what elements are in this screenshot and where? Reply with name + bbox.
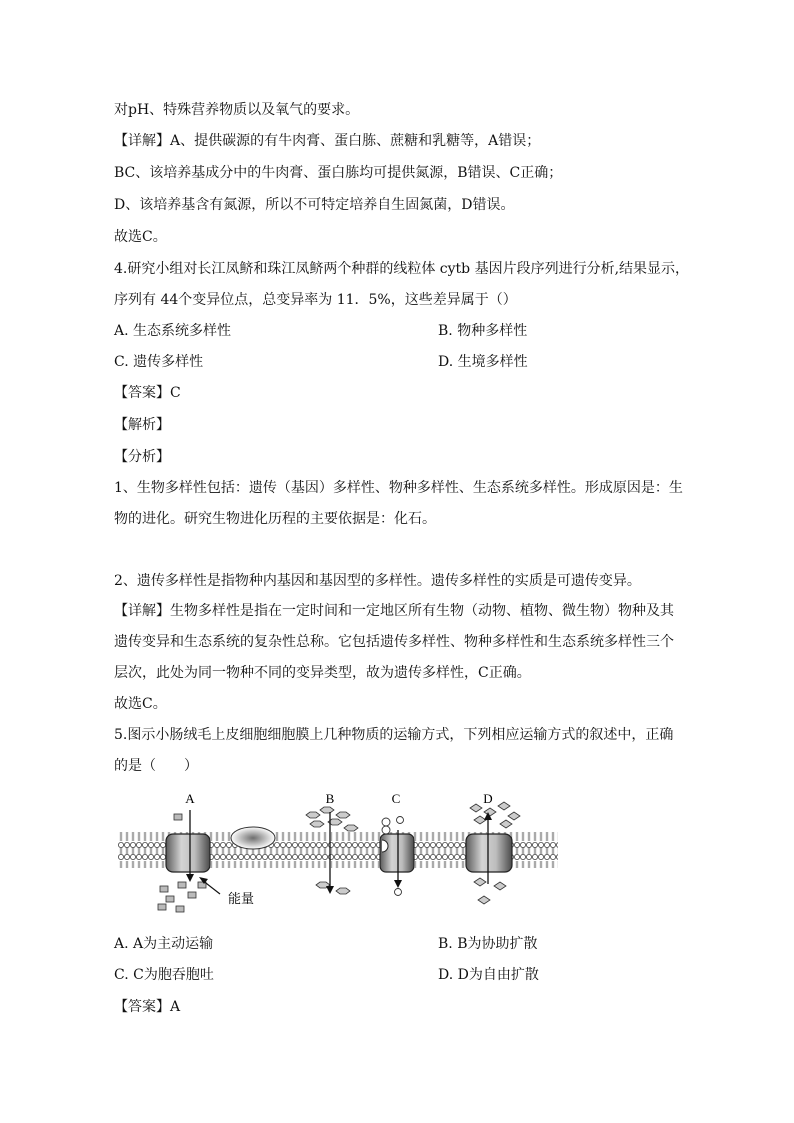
q5-option-a: A. A为主动运输 [114,936,214,952]
q4-stem-line1: 4.研究小组对长江凤鲚和珠江凤鲚两个种群的线粒体 cytb 基因片段序列进行分析,结果显示， [114,261,690,277]
q3-detail-d: D、该培养基含有氮源，所以不可特定培养自生固氮菌，D错误。 [114,197,515,213]
q4-choice: 故选C。 [114,696,167,712]
q3-choice: 故选C。 [114,229,167,245]
q3-detail-bc: BC、该培养基成分中的牛肉膏、蛋白胨均可提供氮源，B错误、C正确； [114,165,563,181]
label-c: C [391,791,401,806]
label-a: A [185,791,195,806]
q5-answer: 【答案】A [114,999,181,1015]
q4-detail-line2: 遗传变异和生态系统的复杂性总称。它包括遗传多样性、物种多样性和生态系统多样性三个 [114,634,674,650]
q4-option-d: D. 生境多样性 [438,354,528,370]
energy-label: 能量 [228,892,255,907]
q4-answer: 【答案】C [114,385,181,401]
q5-option-c: C. C为胞吞胞吐 [114,967,214,983]
q4-detail-line1: 【详解】生物多样性是指在一定时间和一定地区所有生物（动物、植物、微生物）物种及其 [114,603,674,619]
carrier-protein-d [466,834,512,872]
channel-protein-c [380,834,414,872]
intro-line: 对pH、特殊营养物质以及氧气的要求。 [114,102,360,118]
q4-option-b: B. 物种多样性 [438,323,528,339]
q4-fenxi-heading: 【分析】 [114,449,170,465]
q4-point1-line1: 1、生物多样性包括：遗传（基因）多样性、物种多样性、生态系统多样性。形成原因是：生 [114,480,683,496]
q4-analysis-heading: 【解析】 [114,417,170,433]
q3-detail-a: 【详解】A、提供碳源的有牛肉膏、蛋白胨、蔗糖和乳糖等，A错误； [114,133,541,149]
label-b: B [325,791,335,806]
q5-option-d: D. D为自由扩散 [438,967,539,983]
membrane-protein-oval [231,827,275,849]
q4-stem-line2: 序列有 44个变异位点，总变异率为 11．5%，这些差异属于（） [114,292,517,308]
q4-option-a: A. 生态系统多样性 [114,323,232,339]
q5-stem-line2: 的是（ ） [114,758,198,774]
q4-option-c: C. 遗传多样性 [114,354,204,370]
carrier-protein-a [166,834,210,872]
q5-stem-line1: 5.图示小肠绒毛上皮细胞细胞膜上几种物质的运输方式，下列相应运输方式的叙述中，正确 [114,727,674,743]
q4-point2: 2、遗传多样性是指物种内基因和基因型的多样性。遗传多样性的实质是可遗传变异。 [114,573,641,589]
q4-detail-line3: 层次，此处为同一物种不同的变异类型，故为遗传多样性，C正确。 [114,665,531,681]
membrane-transport-diagram [118,788,558,918]
q4-point1-line2: 物的进化。研究生物进化历程的主要依据是：化石。 [114,511,436,527]
label-d: D [483,791,493,806]
q5-option-b: B. B为协助扩散 [438,936,538,952]
